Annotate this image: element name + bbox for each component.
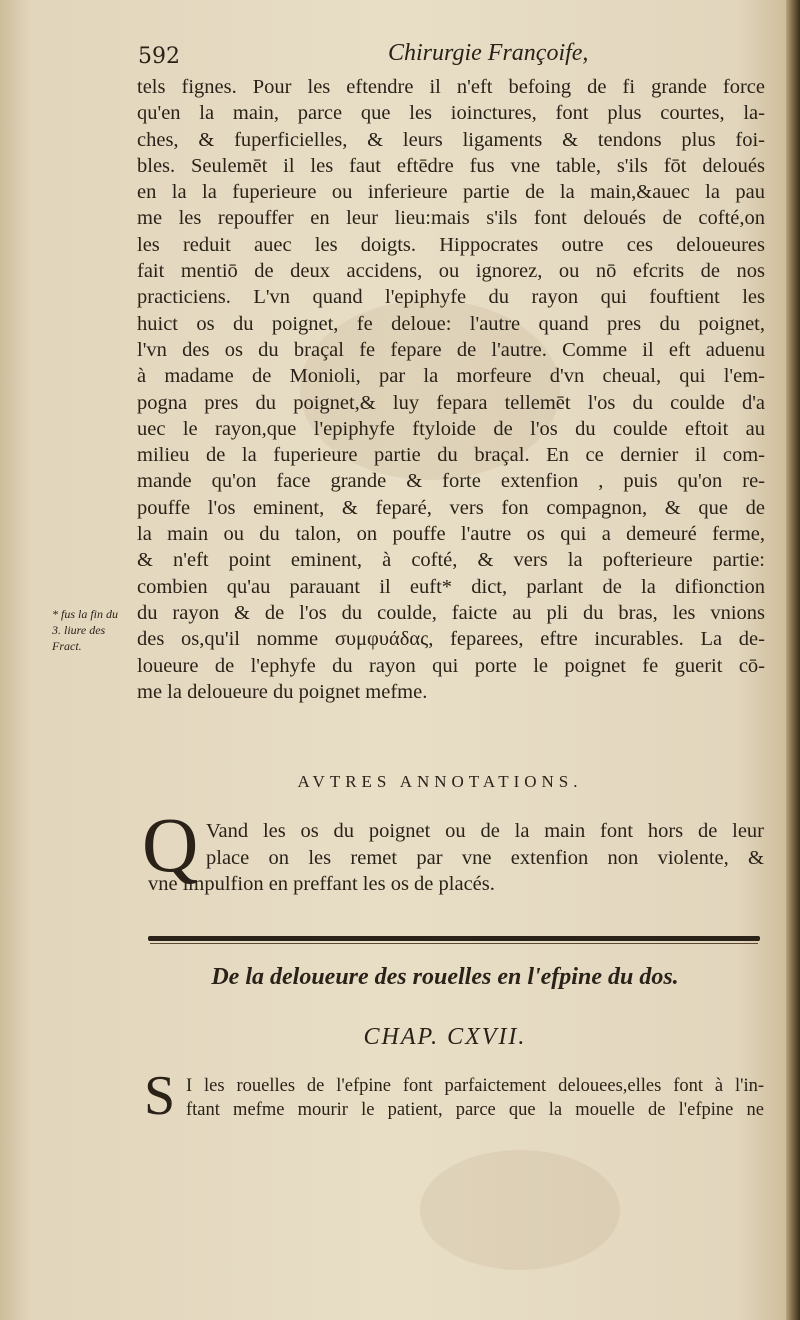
text-line: bles. Seulemēt il les faut eftēdre fus vne table, s'ils fōt deloués: [137, 154, 765, 177]
chapter-subtitle: De la deloueure des rouelles en l'efpine du dos.: [211, 964, 679, 990]
text-line: en la la fuperieure ou inferieure partie de la main,&auec la pau: [137, 181, 765, 204]
annotations-text: [148, 818, 764, 898]
marginal-note-line: * fus la fin du: [52, 607, 119, 621]
chapter-title: CHAP. CXVII.: [363, 1024, 527, 1050]
marginal-note-line: 3. liure des: [52, 623, 106, 637]
marginal-note: [52, 606, 136, 654]
text-line: huict os du poignet, fe deloue: l'autre quand pres du poignet,: [137, 312, 765, 335]
text-line: Vand les os du poignet ou de la main font hors de leur: [206, 820, 764, 842]
page-header: [138, 40, 758, 76]
text-line: fait mentiō de deux accidens, ou ignorez, ou nō efcrits de nos: [137, 260, 765, 283]
text-line: qu'en la main, parce que les ioinctures, font plus courtes, la-: [137, 102, 765, 125]
chapter-drop-cap: S: [144, 1065, 176, 1127]
text-line: ftant mefme mourir le patient, parce que la mouelle de l'efpine ne: [186, 1100, 764, 1120]
body-text: [137, 74, 765, 705]
text-line: & n'eft point eminent, à cofté, & vers la pofterieure partie:: [137, 549, 765, 572]
text-line: les reduit auec les doigts. Hippocrates outre ces deloueures: [137, 233, 765, 256]
section-rule: [148, 936, 760, 941]
section-rule-thin: [150, 943, 758, 944]
text-line: mande qu'on face grande & forte extenfion , puis qu'on re-: [137, 470, 765, 493]
text-line: la main ou du talon, on pouffe l'autre os qui a demeuré ferme,: [137, 523, 765, 546]
text-line: ches, & fuperficielles, & leurs ligaments & tendons plus foi-: [137, 128, 765, 151]
text-line: uec le rayon,que l'epiphyfe ftyloide de l'os du coulde eftoit au: [137, 417, 765, 440]
text-line: place on les remet par vne extenfion non violente, &: [206, 846, 764, 869]
text-line: à madame de Monioli, par la morfeure d'vn cheual, qui l'em-: [137, 365, 765, 388]
annotations-drop-cap: Q: [142, 801, 199, 888]
text-line: l'vn des os du braçal fe fepare de l'autre. Comme il eft aduenu: [137, 338, 765, 361]
paper-stain: [420, 1150, 620, 1270]
text-line: combien qu'au parauant il euft* dict, parlant de la difionction: [137, 575, 765, 598]
text-line: loueure de l'ephyfe du rayon qui porte le poignet fe guerit cō-: [137, 654, 765, 677]
text-line: me les repouffer en leur lieu:mais s'ils font deloués de cofté,on: [137, 207, 765, 230]
page-edge-shadow: [786, 0, 800, 1320]
marginal-note-line: Fract.: [52, 639, 82, 653]
text-line: milieu de la fuperieure partie du braçal. En ce dernier il com-: [137, 444, 765, 467]
chapter-text: [186, 1074, 764, 1122]
text-line: I les rouelles de l'efpine font parfaictement delouees,elles font à l'in-: [186, 1076, 764, 1096]
text-line: tels fignes. Pour les eftendre il n'eft befoing de fi grande force: [137, 76, 765, 98]
text-line: pogna pres du poignet,& luy fepara tellemēt l'os du coulde d'a: [137, 391, 765, 414]
text-line: me la deloueure du poignet mefme.: [137, 680, 428, 703]
text-line: practiciens. L'vn quand l'epiphyfe du rayon qui fouftient les: [137, 286, 765, 309]
text-line: pouffe l'os eminent, & feparé, vers fon compagnon, & que de: [137, 496, 765, 519]
running-title: Chirurgie Françoife,: [388, 40, 589, 66]
page-number: 592: [138, 44, 180, 69]
text-line: du rayon & de l'os du coulde, faicte au pli du bras, les vnions: [137, 601, 765, 624]
text-line: vne impulfion en preffant les os de placés.: [148, 873, 495, 895]
text-line: des os,qu'il nomme συμφυάδας, feparees, eftre incurables. La de-: [137, 628, 765, 651]
annotations-heading: AVTRES ANNOTATIONS.: [297, 772, 583, 791]
